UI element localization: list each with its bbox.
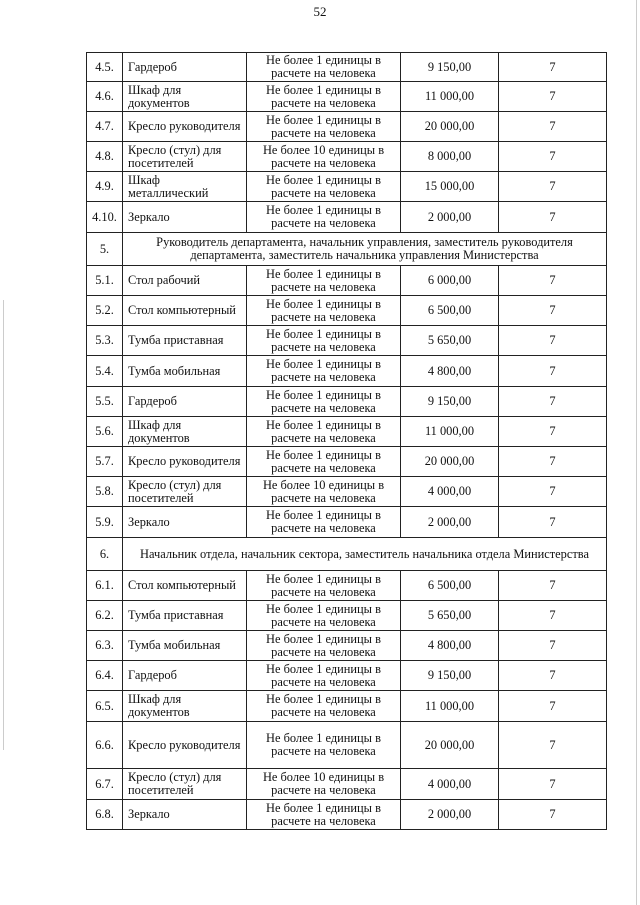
item-service-years: 7 — [499, 631, 607, 661]
item-service-years: 7 — [499, 571, 607, 601]
item-norm: Не более 10 единицы в расчете на человека — [247, 142, 401, 172]
item-number: 5.7. — [87, 447, 123, 477]
item-number: 6.3. — [87, 631, 123, 661]
page-number: 52 — [313, 4, 327, 19]
table-row — [87, 571, 607, 601]
item-service-years: 7 — [499, 142, 607, 172]
item-norm: Не более 1 единицы в расчете на человека — [247, 296, 401, 326]
item-name: Стол компьютерный — [123, 571, 247, 601]
item-norm: Не более 1 единицы в расчете на человека — [247, 202, 401, 233]
item-name: Шкаф для документов — [123, 82, 247, 112]
item-number: 4.9. — [87, 172, 123, 202]
table-row — [87, 800, 607, 830]
item-service-years: 7 — [499, 601, 607, 631]
item-norm: Не более 1 единицы в расчете на человека — [247, 800, 401, 830]
table-row — [87, 82, 607, 112]
item-name: Зеркало — [123, 507, 247, 538]
table-row — [87, 172, 607, 202]
item-service-years: 7 — [499, 387, 607, 417]
item-service-years: 7 — [499, 266, 607, 296]
item-name: Кресло руководителя — [123, 447, 247, 477]
item-service-years: 7 — [499, 661, 607, 691]
item-price: 9 150,00 — [401, 661, 499, 691]
item-norm: Не более 1 единицы в расчете на человека — [247, 601, 401, 631]
table-row — [87, 661, 607, 691]
item-price: 20 000,00 — [401, 722, 499, 769]
item-norm: Не более 1 единицы в расчете на человека — [247, 631, 401, 661]
item-price: 2 000,00 — [401, 202, 499, 233]
item-name: Зеркало — [123, 800, 247, 830]
item-service-years: 7 — [499, 722, 607, 769]
item-price: 11 000,00 — [401, 691, 499, 722]
item-service-years: 7 — [499, 447, 607, 477]
item-name: Шкаф металлический — [123, 172, 247, 202]
item-price: 20 000,00 — [401, 112, 499, 142]
item-service-years: 7 — [499, 417, 607, 447]
item-number: 6.8. — [87, 800, 123, 830]
section-row — [87, 538, 607, 571]
item-norm: Не более 10 единицы в расчете на человека — [247, 769, 401, 800]
item-name: Гардероб — [123, 53, 247, 82]
item-price: 20 000,00 — [401, 447, 499, 477]
item-price: 2 000,00 — [401, 507, 499, 538]
item-number: 4.6. — [87, 82, 123, 112]
item-norm: Не более 1 единицы в расчете на человека — [247, 387, 401, 417]
item-price: 2 000,00 — [401, 800, 499, 830]
item-name: Тумба мобильная — [123, 631, 247, 661]
item-price: 4 800,00 — [401, 631, 499, 661]
item-number: 4.5. — [87, 53, 123, 82]
item-price: 4 000,00 — [401, 769, 499, 800]
item-service-years: 7 — [499, 507, 607, 538]
table-row — [87, 326, 607, 356]
item-name: Кресло (стул) для посетителей — [123, 477, 247, 507]
table-row — [87, 769, 607, 800]
table-row — [87, 112, 607, 142]
item-name: Тумба мобильная — [123, 356, 247, 387]
table-row — [87, 53, 607, 82]
item-service-years: 7 — [499, 356, 607, 387]
item-price: 15 000,00 — [401, 172, 499, 202]
section-row — [87, 233, 607, 266]
table-row — [87, 601, 607, 631]
item-number: 5.4. — [87, 356, 123, 387]
item-service-years: 7 — [499, 172, 607, 202]
item-service-years: 7 — [499, 53, 607, 82]
table-row — [87, 266, 607, 296]
item-price: 11 000,00 — [401, 82, 499, 112]
item-price: 8 000,00 — [401, 142, 499, 172]
item-number: 5.3. — [87, 326, 123, 356]
item-price: 6 500,00 — [401, 571, 499, 601]
item-number: 4.7. — [87, 112, 123, 142]
item-number: 6.4. — [87, 661, 123, 691]
item-service-years: 7 — [499, 769, 607, 800]
item-name: Кресло (стул) для посетителей — [123, 142, 247, 172]
table-row — [87, 447, 607, 477]
item-service-years: 7 — [499, 800, 607, 830]
table-row — [87, 631, 607, 661]
item-name: Кресло руководителя — [123, 112, 247, 142]
item-number: 5.6. — [87, 417, 123, 447]
item-name: Тумба приставная — [123, 326, 247, 356]
item-number: 4.8. — [87, 142, 123, 172]
table-row — [87, 142, 607, 172]
item-name: Гардероб — [123, 661, 247, 691]
item-name: Кресло (стул) для посетителей — [123, 769, 247, 800]
item-name: Шкаф для документов — [123, 417, 247, 447]
item-service-years: 7 — [499, 477, 607, 507]
item-norm: Не более 1 единицы в расчете на человека — [247, 507, 401, 538]
item-number: 6.5. — [87, 691, 123, 722]
item-service-years: 7 — [499, 202, 607, 233]
item-price: 4 000,00 — [401, 477, 499, 507]
table-row — [87, 722, 607, 769]
item-number: 5.8. — [87, 477, 123, 507]
scan-edge-right — [636, 0, 637, 905]
item-number: 5.5. — [87, 387, 123, 417]
scan-edge-left — [3, 300, 4, 750]
item-price: 9 150,00 — [401, 53, 499, 82]
section-number: 5. — [87, 233, 123, 266]
item-norm: Не более 1 единицы в расчете на человека — [247, 691, 401, 722]
table-row — [87, 477, 607, 507]
item-norm: Не более 1 единицы в расчете на человека — [247, 722, 401, 769]
table-body — [87, 53, 607, 830]
item-name: Стол рабочий — [123, 266, 247, 296]
section-title: Руководитель департамента, начальник управления, заместитель руководителя департамента, заместитель начальника управления Министерства — [123, 233, 607, 266]
item-norm: Не более 1 единицы в расчете на человека — [247, 661, 401, 691]
section-title: Начальник отдела, начальник сектора, заместитель начальника отдела Министерства — [123, 538, 607, 571]
item-service-years: 7 — [499, 691, 607, 722]
table-row — [87, 507, 607, 538]
item-norm: Не более 1 единицы в расчете на человека — [247, 112, 401, 142]
item-service-years: 7 — [499, 326, 607, 356]
item-price: 5 650,00 — [401, 326, 499, 356]
item-number: 6.2. — [87, 601, 123, 631]
item-price: 6 500,00 — [401, 296, 499, 326]
item-price: 6 000,00 — [401, 266, 499, 296]
item-number: 5.2. — [87, 296, 123, 326]
item-norm: Не более 1 единицы в расчете на человека — [247, 172, 401, 202]
item-norm: Не более 1 единицы в расчете на человека — [247, 571, 401, 601]
table-row — [87, 387, 607, 417]
item-name: Зеркало — [123, 202, 247, 233]
item-price: 11 000,00 — [401, 417, 499, 447]
item-norm: Не более 1 единицы в расчете на человека — [247, 53, 401, 82]
item-norm: Не более 1 единицы в расчете на человека — [247, 326, 401, 356]
table-row — [87, 356, 607, 387]
item-norm: Не более 1 единицы в расчете на человека — [247, 356, 401, 387]
item-norm: Не более 1 единицы в расчете на человека — [247, 447, 401, 477]
item-number: 6.7. — [87, 769, 123, 800]
item-service-years: 7 — [499, 82, 607, 112]
item-norm: Не более 1 единицы в расчете на человека — [247, 417, 401, 447]
table-row — [87, 296, 607, 326]
item-norm: Не более 1 единицы в расчете на человека — [247, 266, 401, 296]
furniture-norms-table — [86, 52, 607, 830]
item-number: 5.1. — [87, 266, 123, 296]
item-number: 5.9. — [87, 507, 123, 538]
item-norm: Не более 1 единицы в расчете на человека — [247, 82, 401, 112]
item-price: 5 650,00 — [401, 601, 499, 631]
item-name: Стол компьютерный — [123, 296, 247, 326]
table-row — [87, 202, 607, 233]
item-price: 9 150,00 — [401, 387, 499, 417]
item-service-years: 7 — [499, 112, 607, 142]
item-price: 4 800,00 — [401, 356, 499, 387]
item-number: 6.1. — [87, 571, 123, 601]
item-name: Кресло руководителя — [123, 722, 247, 769]
item-number: 4.10. — [87, 202, 123, 233]
item-number: 6.6. — [87, 722, 123, 769]
item-service-years: 7 — [499, 296, 607, 326]
table-row — [87, 417, 607, 447]
table-row — [87, 691, 607, 722]
item-name: Шкаф для документов — [123, 691, 247, 722]
item-name: Гардероб — [123, 387, 247, 417]
section-number: 6. — [87, 538, 123, 571]
item-name: Тумба приставная — [123, 601, 247, 631]
item-norm: Не более 10 единицы в расчете на человека — [247, 477, 401, 507]
